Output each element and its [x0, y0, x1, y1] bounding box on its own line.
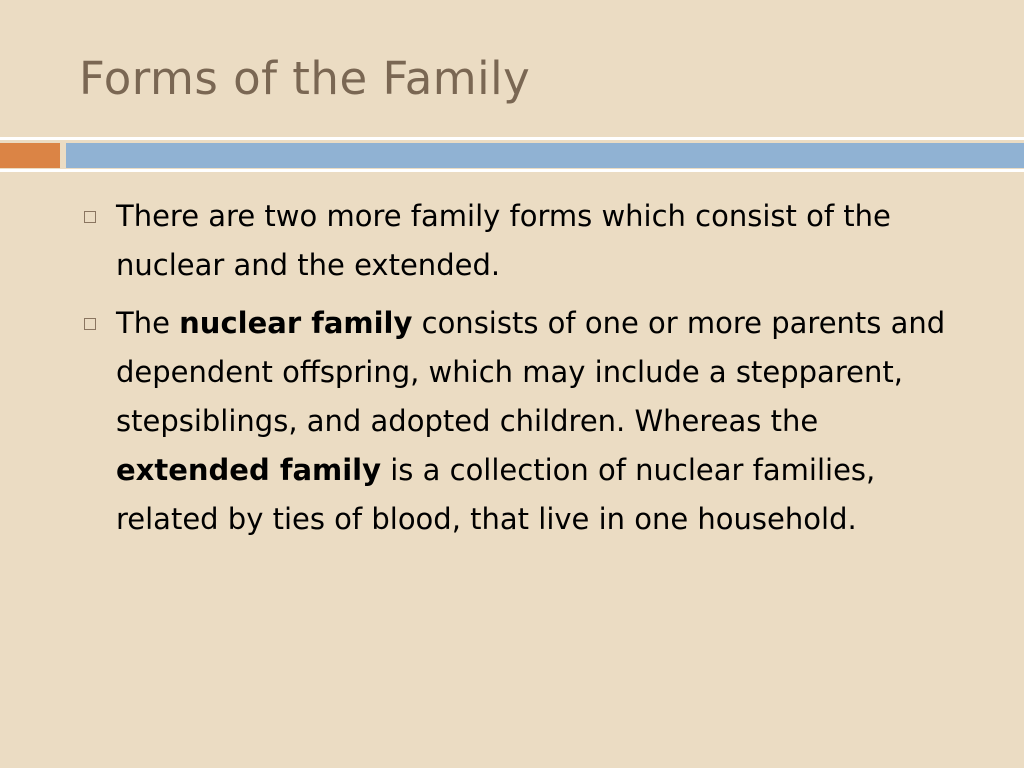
hollow-square-icon [84, 211, 96, 223]
bullet-text-1 [116, 199, 891, 282]
bullet-text-2 [116, 306, 945, 536]
orange-accent-bar [0, 143, 60, 168]
bullet-item-1 [80, 192, 960, 290]
divider-line-bottom [0, 169, 1024, 172]
bullet-1-text: There are two more family forms which consist of the nuclear and the extended. [116, 199, 891, 282]
bullet-item-2 [80, 299, 960, 544]
slide-title: Forms of the Family [79, 52, 531, 105]
bullet-2-text-middle: consists of one or more parents and dependent offspring, which may include a stepparent, stepsiblings, and adopted children. Whereas the [116, 306, 946, 438]
bullet-list [80, 192, 960, 553]
term-nuclear-family: nuclear family [179, 306, 413, 340]
divider-line-top [0, 137, 1024, 140]
term-extended-family: extended family [116, 453, 382, 487]
bullet-2-text-start: The [116, 306, 180, 340]
hollow-square-icon [84, 318, 96, 330]
bullet-2-text-end: is a collection of nuclear families, related by ties of blood, that live in one household. [116, 453, 876, 536]
blue-accent-bar [66, 143, 1024, 168]
